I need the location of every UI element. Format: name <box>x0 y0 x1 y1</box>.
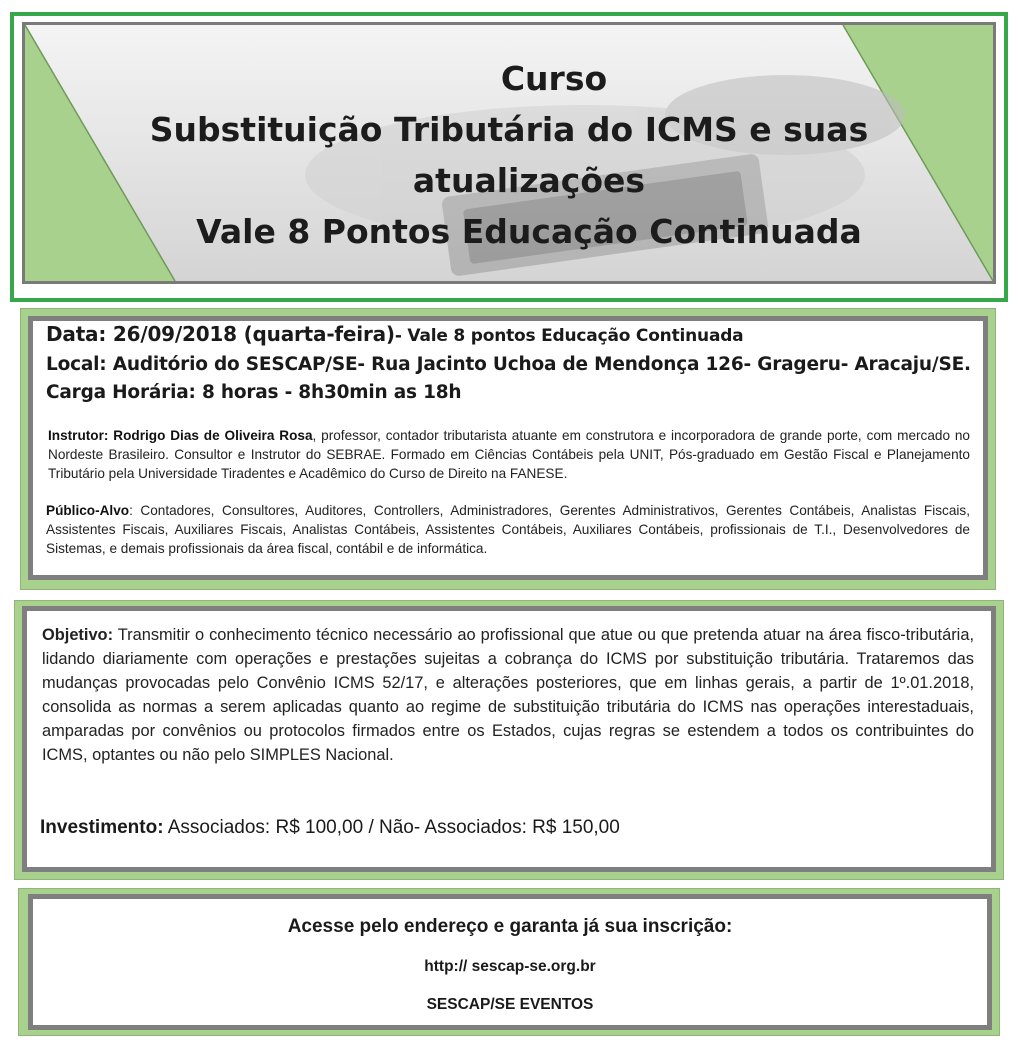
registration-callout: Acesse pelo endereço e garanta já sua inscrição: <box>287 916 733 937</box>
investment-prices: Associados: R$ 100,00 / Não- Associados: R$ 150,00 <box>163 817 620 838</box>
objective-text: Transmitir o conhecimento técnico necessário ao profissional que atue ou que pretenda atuar na área fisco-tributária, lidando diariamente com operações e prestações sujeitas a cobrança do ICMS por substituição tributária. Trataremos das mudanças provocadas pelo Convênio ICMS 52/17, e alterações posteriores, que em linhas gerais, a partir de 1º.01.2018, consolida as normas a serem aplicadas quanto ao regime de substituição tributária do ICMS nas operações interestaduais, amparadas por convênios ou protocolos firmados entre os Estados, cujas regras se estendem a todos os contribuintes do ICMS, optantes ou não pelo SIMPLES Nacional. <box>42 626 974 764</box>
event-date <box>46 322 743 346</box>
title-line-course-name: Substituição Tributária do ICMS e suas <box>149 110 869 149</box>
instructor-paragraph <box>48 426 970 483</box>
investment-line <box>40 817 620 839</box>
objective-paragraph <box>42 623 974 767</box>
event-workload: Carga Horária: 8 horas - 8h30min as 18h <box>46 382 462 403</box>
header-banner <box>22 22 996 284</box>
event-location: Local: Auditório do SESCAP/SE- Rua Jacinto Uchoa de Mendonça 126- Grageru- Aracaju/SE. <box>46 354 971 375</box>
instructor-label: Instrutor: Rodrigo Dias de Oliveira Rosa <box>48 428 313 443</box>
registration-link[interactable]: http:// sescap-se.org.br <box>424 958 596 975</box>
date-label: Data: 26/09/2018 (quarta-feira) <box>46 322 395 346</box>
investment-label: Investimento: <box>40 817 164 838</box>
audience-label: Público-Alvo <box>46 503 130 518</box>
organizer-name: SESCAP/SE EVENTOS <box>426 996 594 1013</box>
audience-paragraph <box>46 501 970 558</box>
title-line-curso: Curso <box>500 59 608 98</box>
objective-label: Objetivo: <box>42 626 114 644</box>
course-title <box>85 53 933 257</box>
audience-text: : Contadores, Consultores, Auditores, Controllers, Administradores, Gerentes Administrativos, Gerentes Contábeis, Analistas Fiscais, Assistentes Fiscais, Auxiliares Fiscais, Analistas Contábeis, Assistentes Contábeis, Auxiliares Contábeis, profissionais de T.I., Desenvolvedores de Sistemas, e demais profissionais da área fiscal, contábil e de informática. <box>46 503 970 556</box>
date-suffix: - Vale 8 pontos Educação Continuada <box>394 326 744 346</box>
title-line-vale-pontos: Vale 8 Pontos Educação Continuada <box>196 212 862 251</box>
instructor-text: , professor, contador tributarista atuante em construtora e incorporadora de grande porte, com mercado no Nordeste Brasileiro. Consultor e Instrutor do SEBRAE. Formado em Ciências Contábeis pela UNIT, Pós-graduado em Gestão Fiscal e Planejamento Tributário pela Universidade Tiradentes e Acadêmico do Curso de Direito na FANESE. <box>48 428 970 481</box>
title-line-atualizacoes: atualizações <box>412 161 646 200</box>
